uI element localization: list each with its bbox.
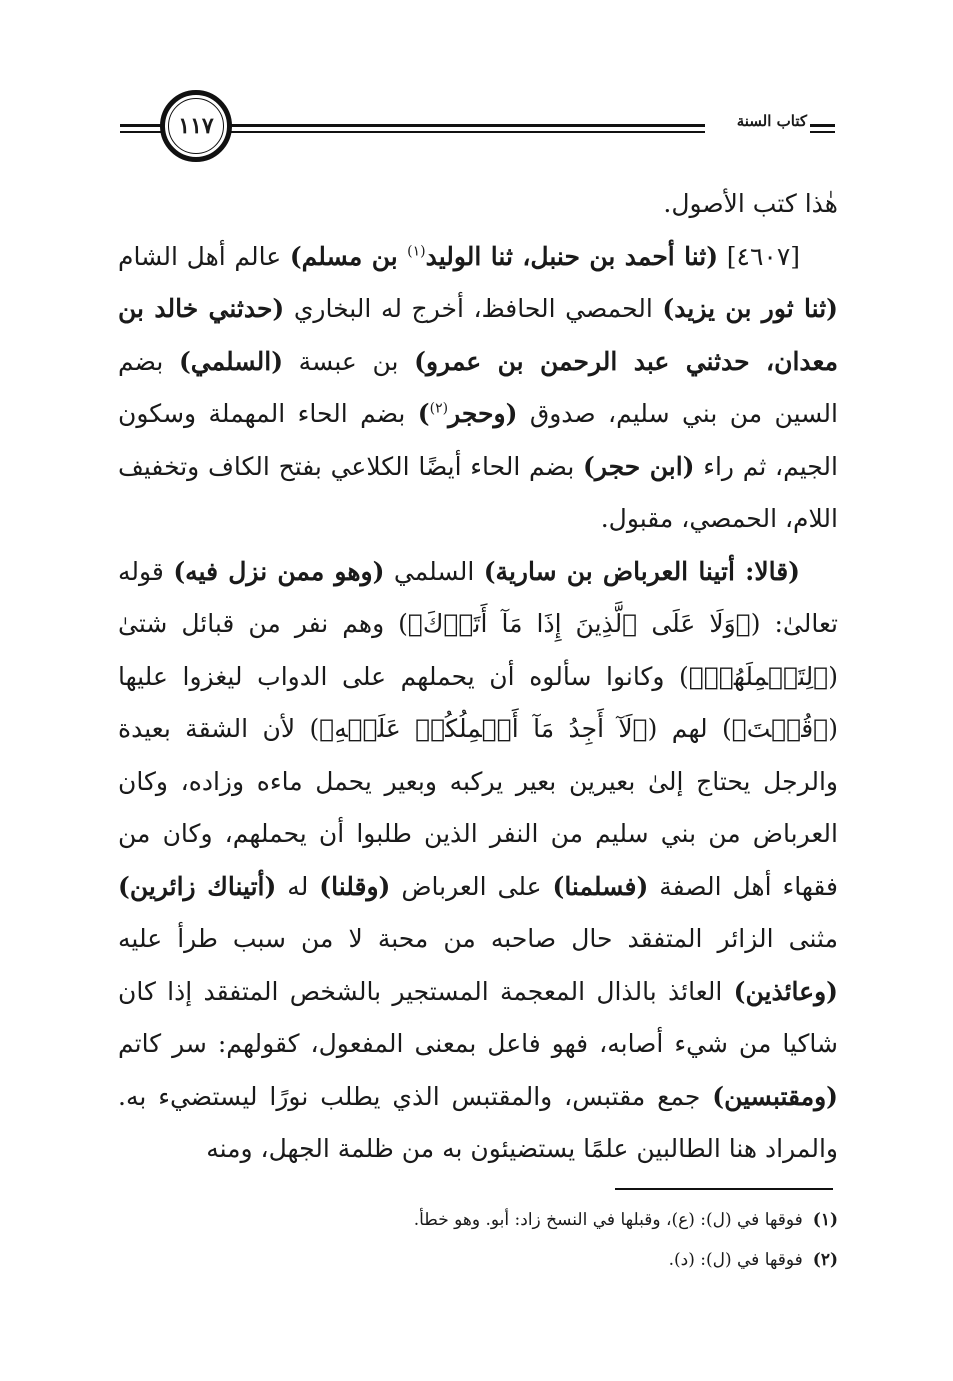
running-header: [120, 90, 835, 170]
paragraph-1: هٰذا كتب الأصول.: [663, 189, 838, 218]
footnote-ref-2: (٢): [429, 400, 449, 417]
page-number: ١١٧: [178, 113, 214, 139]
page-number-badge: [160, 90, 232, 162]
footnotes: [118, 1200, 838, 1280]
footnote-1: (١)فوقها في (ل): (ع)، وقبلها في النسخ زاد: أبو. وهو خطأ.: [413, 1210, 838, 1230]
footnote-2: (٢)فوقها في (ل): (د).: [668, 1250, 838, 1270]
paragraph-2: [٤٦٠٧] (ثنا أحمد بن حنبل، ثنا الوليد$^{(١)}$ بن مسلم) عالم أهل الشام (ثنا ثور بن يزيد) الحمصي الحافظ، أخرج له البخاري (حدثني خالد بن معدان، حدثني عبد الرحمن بن عمرو) بن عبسة (السلمي) بضم السين من بني سليم، صدوق (وحجر$^{(٢)}$) بضم الحاء المهملة وسكون الجيم، ثم راء (ابن حجر) بضم الحاء أيضًا الكلاعي بفتح الكاف وتخفيف اللام، الحمصي، مقبول.: [118, 241, 838, 533]
footnote-ref-1: (١): [407, 243, 426, 260]
footnote-separator: [615, 1188, 833, 1190]
main-text: [118, 178, 838, 1176]
paragraph-3: (قالا: أتينا العرباض بن سارية) السلمي (وهو ممن نزل فيه) قوله تعالىٰ: (﴿وَلَا عَلَى ٱلَّذِينَ إِذَا مَآ أَتَوۡكَ﴾) وهم نفر من قبائل شتىٰ (﴿لِتَحۡمِلَهُمۡ﴾) وكانوا سألوه أن يحملهم على الدواب ليغزوا عليها (﴿قُلۡتَ﴾) لهم (﴿لَآ أَجِدُ مَآ أَحۡمِلُكُمۡ عَلَيۡهِ﴾) لأن الشقة بعيدة والرجل يحتاج إلىٰ بعيرين بعير يركبه وبعير يحمل ماءه وزاده، وكان العرباض من بني سليم من النفر الذين طلبوا أن يحملهم، وكان من فقهاء أهل الصفة (فسلمنا) على العرباض (وقلنا) له (أتيناك زائرين) مثنى الزائر المتفقد حال صاحبه من محبة لا من سبب طرأ عليه (وعائذين) العائذ بالذال المعجمة المستجير بالشخص المتفقد إذا كان شاكيا من شيء أصابه، فهو فاعل بمعنى المفعول، كقولهم: سر كاتم (ومقتبسين) جمع مقتبس، والمقتبس الذي يطلب نورًا ليستضيء به. والمراد هنا الطالبين علمًا يستضيئون به من ظلمة الجهل، ومنه: [118, 556, 838, 1163]
book-title: كتاب السنة: [736, 112, 807, 130]
